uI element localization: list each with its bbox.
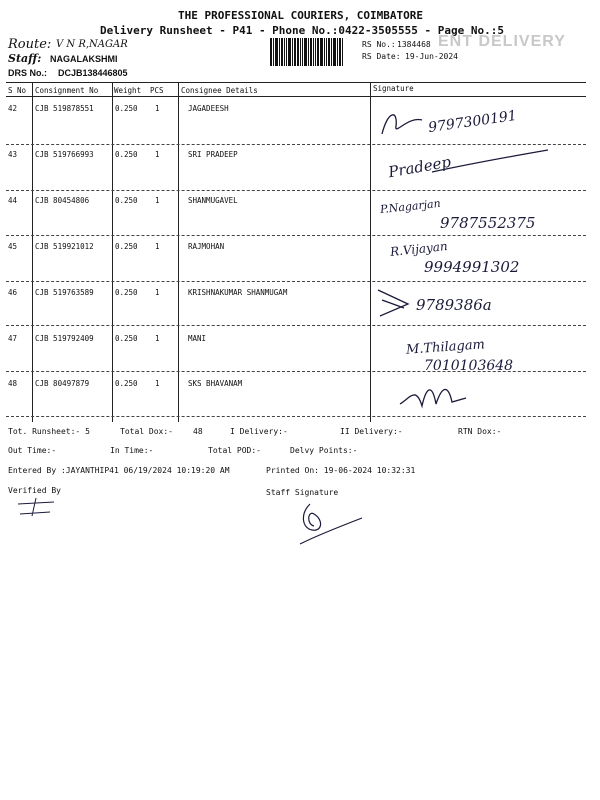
cell-weight: 0.250 (115, 196, 138, 205)
rs-no-value: 1384468 (397, 40, 431, 49)
signature-row-44-phone: 9787552375 (440, 214, 536, 232)
cell-pcs: 1 (155, 196, 160, 205)
cell-consignee: KRISHNAKUMAR SHANMUGAM (188, 288, 288, 297)
cell-weight: 0.250 (115, 334, 138, 343)
total-dox-value: 48 (193, 427, 203, 436)
cell-weight: 0.250 (115, 288, 138, 297)
cell-consignment: CJB 519763589 (35, 288, 94, 297)
cell-consignee: SKS BHAVANAM (188, 379, 243, 388)
signature-row-45-name: R.Vijayan (389, 239, 449, 259)
entered-by: Entered By :JAYANTHIP41 06/19/2024 10:19:20 AM (8, 466, 230, 475)
row-separator (6, 325, 586, 326)
signature-mark-46 (374, 286, 414, 320)
cell-pcs: 1 (155, 288, 160, 297)
cell-weight: 0.250 (115, 104, 138, 113)
cell-consignment: CJB 80454806 (35, 196, 90, 205)
signature-mark-48 (396, 378, 476, 412)
tot-runsheet: Tot. Runsheet:- 5 (8, 427, 90, 436)
delvy-points: Delvy Points:- (290, 446, 358, 455)
col-header-weight: Weight (114, 86, 142, 95)
cell-consignment: CJB 80497879 (35, 379, 90, 388)
cell-sno: 42 (8, 104, 18, 113)
cell-pcs: 1 (155, 242, 160, 251)
staff-signature-label: Staff Signature (266, 488, 339, 497)
table-top-rule (6, 82, 586, 83)
table-header-rule (6, 96, 586, 97)
signature-row-45-phone: 9994991302 (424, 258, 520, 276)
cell-sno: 43 (8, 150, 18, 159)
signature-row-42: 9797300191 (427, 107, 518, 137)
ii-delivery: II Delivery:- (340, 427, 403, 436)
cell-consignee: RAJMOHAN (188, 242, 225, 251)
stamp-watermark: ENT DELIVERY (438, 33, 566, 50)
cell-weight: 0.250 (115, 242, 138, 251)
signature-row-46-phone: 9789386a (416, 296, 492, 314)
cell-consignment: CJB 519766993 (35, 150, 94, 159)
cell-pcs: 1 (155, 104, 160, 113)
route-label: Route: (8, 37, 52, 52)
cell-pcs: 1 (155, 379, 160, 388)
total-pod: Total POD:- (208, 446, 261, 455)
staff-value: NAGALAKSHMI (50, 54, 118, 64)
rs-no-label: RS No.: (362, 40, 396, 49)
row-separator (6, 416, 586, 417)
printed-on: Printed On: 19-06-2024 10:32:31 (266, 466, 416, 475)
cell-sno: 48 (8, 379, 18, 388)
row-separator (6, 235, 586, 236)
col-header-consignee: Consignee Details (181, 86, 258, 95)
in-time: In Time:- (110, 446, 154, 455)
route-value: V N R,NAGAR (56, 39, 128, 50)
drs-label: DRS No.: (8, 68, 47, 78)
row-separator (6, 281, 586, 282)
cell-pcs: 1 (155, 334, 160, 343)
row-separator (6, 144, 586, 145)
drs-value: DCJB138446805 (58, 68, 128, 78)
verified-by-signature (14, 496, 60, 518)
total-dox-label: Total Dox:- (120, 427, 173, 436)
col-header-pcs: PCS (150, 86, 164, 95)
signature-row-43: Pradeep (386, 152, 453, 182)
cell-sno: 44 (8, 196, 18, 205)
row-separator (6, 190, 586, 191)
cell-consignment: CJB 519792409 (35, 334, 94, 343)
company-title: THE PROFESSIONAL COURIERS, COIMBATORE (178, 9, 424, 22)
rtn-dox: RTN Dox:- (458, 427, 502, 436)
col-header-sno: S No (8, 86, 27, 95)
staff-signature-mark (296, 500, 366, 550)
cell-consignee: SRI PRADEEP (188, 150, 238, 159)
col-header-signature: Signature (373, 84, 414, 93)
rs-date-value: 19-Jun-2024 (405, 52, 458, 61)
cell-sno: 45 (8, 242, 18, 251)
cell-weight: 0.250 (115, 150, 138, 159)
cell-consignee: MANI (188, 334, 207, 343)
out-time: Out Time:- (8, 446, 57, 455)
cell-consignment: CJB 519921012 (35, 242, 94, 251)
signature-mark-42 (378, 106, 428, 140)
cell-consignment: CJB 519878551 (35, 104, 94, 113)
rs-date-label: RS Date: (362, 52, 401, 61)
signature-flourish-43 (430, 146, 550, 176)
i-delivery: I Delivery:- (230, 427, 288, 436)
cell-sno: 46 (8, 288, 18, 297)
signature-row-44-name: P.Nagarjan (379, 196, 442, 217)
staff-label: Staff: (8, 52, 42, 65)
cell-sno: 47 (8, 334, 18, 343)
cell-consignee: SHANMUGAVEL (188, 196, 238, 205)
signature-row-47-phone: 7010103648 (424, 358, 514, 374)
col-header-consignment: Consignment No (35, 86, 99, 95)
barcode (270, 38, 356, 66)
cell-weight: 0.250 (115, 379, 138, 388)
cell-pcs: 1 (155, 150, 160, 159)
signature-row-47-name: M.Thilagam (405, 337, 486, 358)
verified-by: Verified By (8, 486, 61, 495)
runsheet-line: Delivery Runsheet - P41 - Phone No.:0422-3505555 - Page No.:5 (100, 24, 504, 37)
cell-consignee: JAGADEESH (188, 104, 229, 113)
